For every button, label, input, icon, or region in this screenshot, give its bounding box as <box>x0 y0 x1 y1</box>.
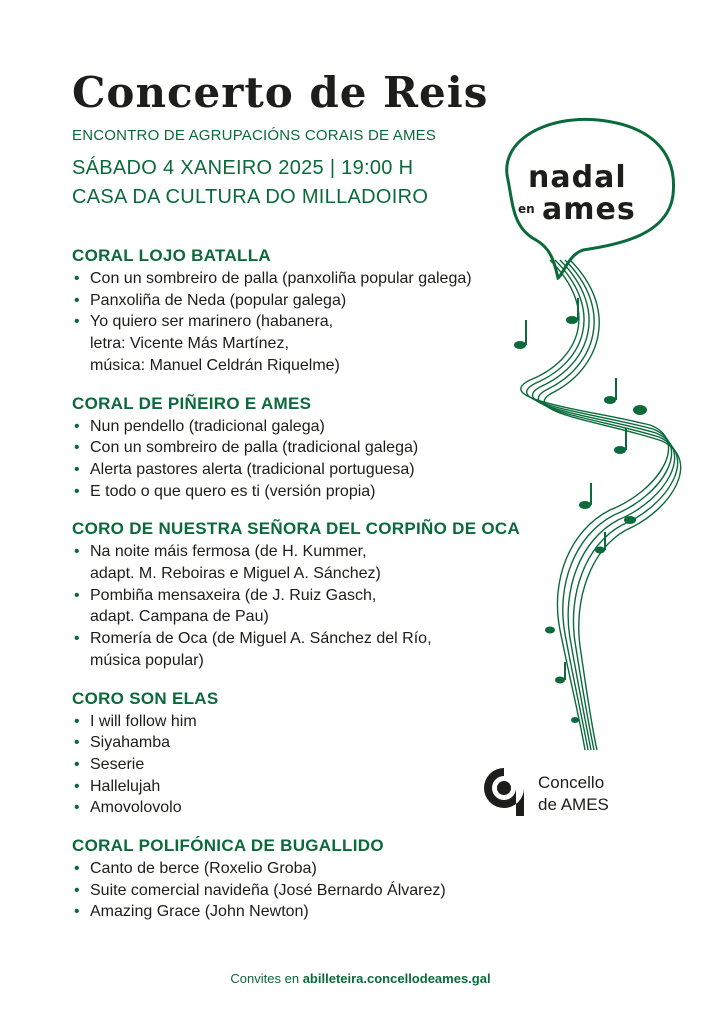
song-item: • Yo quiero ser marinero (habanera, letra: Vicente Más Martínez, música: Manuel Celdrán Riquelme) <box>72 311 542 376</box>
song-list <box>72 416 542 503</box>
song-list <box>72 268 542 377</box>
badge-en: en <box>518 202 535 216</box>
song-list <box>72 858 542 923</box>
event-venue: CASA DA CULTURA DO MILLADOIRO <box>72 186 429 208</box>
song-item: • Hallelujah <box>72 776 542 798</box>
song-list <box>72 711 542 820</box>
event-date-time: SÁBADO 4 XANEIRO 2025 | 19:00 H <box>72 157 414 179</box>
subtitle: ENCONTRO DE AGRUPACIÓNS CORAIS DE AMES <box>72 127 437 144</box>
choir-group-5 <box>72 836 542 923</box>
song-item: • E todo o que quero es ti (versión propia) <box>72 481 542 503</box>
choir-group-3 <box>72 519 542 671</box>
choir-name: CORAL DE PIÑEIRO E AMES <box>72 393 312 413</box>
song-item: • Nun pendello (tradicional galega) <box>72 416 542 438</box>
footer <box>0 971 721 986</box>
logo-line-1: Concello <box>538 773 605 792</box>
song-item: • Amovolovolo <box>72 797 542 819</box>
choir-name: CORO SON ELAS <box>72 688 219 708</box>
song-item: • Seserie <box>72 754 542 776</box>
song-item: • Con un sombreiro de palla (tradicional galega) <box>72 437 542 459</box>
song-item: • Siyahamba <box>72 732 542 754</box>
concello-de-ames-logo <box>480 764 660 824</box>
badge-line-2: ames <box>542 192 636 227</box>
logo-line-2: de AMES <box>538 795 609 814</box>
choir-group-4 <box>72 689 542 820</box>
choir-name: CORO DE NUESTRA SEÑORA DEL CORPIÑO DE OCA <box>72 519 521 539</box>
program <box>72 246 542 940</box>
song-item: • Con un sombreiro de palla (panxoliña popular galega) <box>72 268 542 290</box>
song-item: • Canto de berce (Roxelio Groba) <box>72 858 542 880</box>
song-item: • Na noite máis fermosa (de H. Kummer, adapt. M. Reboiras e Miguel A. Sánchez) <box>72 541 542 584</box>
song-list <box>72 541 542 671</box>
choir-name: CORAL LOJO BATALLA <box>72 246 271 265</box>
choir-group-2 <box>72 394 542 503</box>
choir-name: CORAL POLIFÓNICA DE BUGALLIDO <box>72 836 384 856</box>
song-item: • Pombiña mensaxeira (de J. Ruiz Gasch, adapt. Campana de Pau) <box>72 585 542 628</box>
song-item: • I will follow him <box>72 711 542 733</box>
choir-group-1 <box>72 246 542 377</box>
song-item: • Alerta pastores alerta (tradicional portuguesa) <box>72 459 542 481</box>
song-item: • Panxoliña de Neda (popular galega) <box>72 290 542 312</box>
badge-line-1: nadal <box>528 160 627 195</box>
song-item: • Amazing Grace (John Newton) <box>72 901 542 923</box>
song-item: • Romería de Oca (de Miguel A. Sánchez del Río, música popular) <box>72 628 542 671</box>
ames-logo-icon <box>480 764 528 820</box>
song-item: • Suite comercial navideña (José Bernardo Álvarez) <box>72 880 542 902</box>
footer-prefix: Convites en <box>230 971 300 986</box>
page-title: Concerto de Reis <box>72 68 489 117</box>
ticket-link[interactable]: abilleteira.concellodeames.gal <box>302 971 491 986</box>
